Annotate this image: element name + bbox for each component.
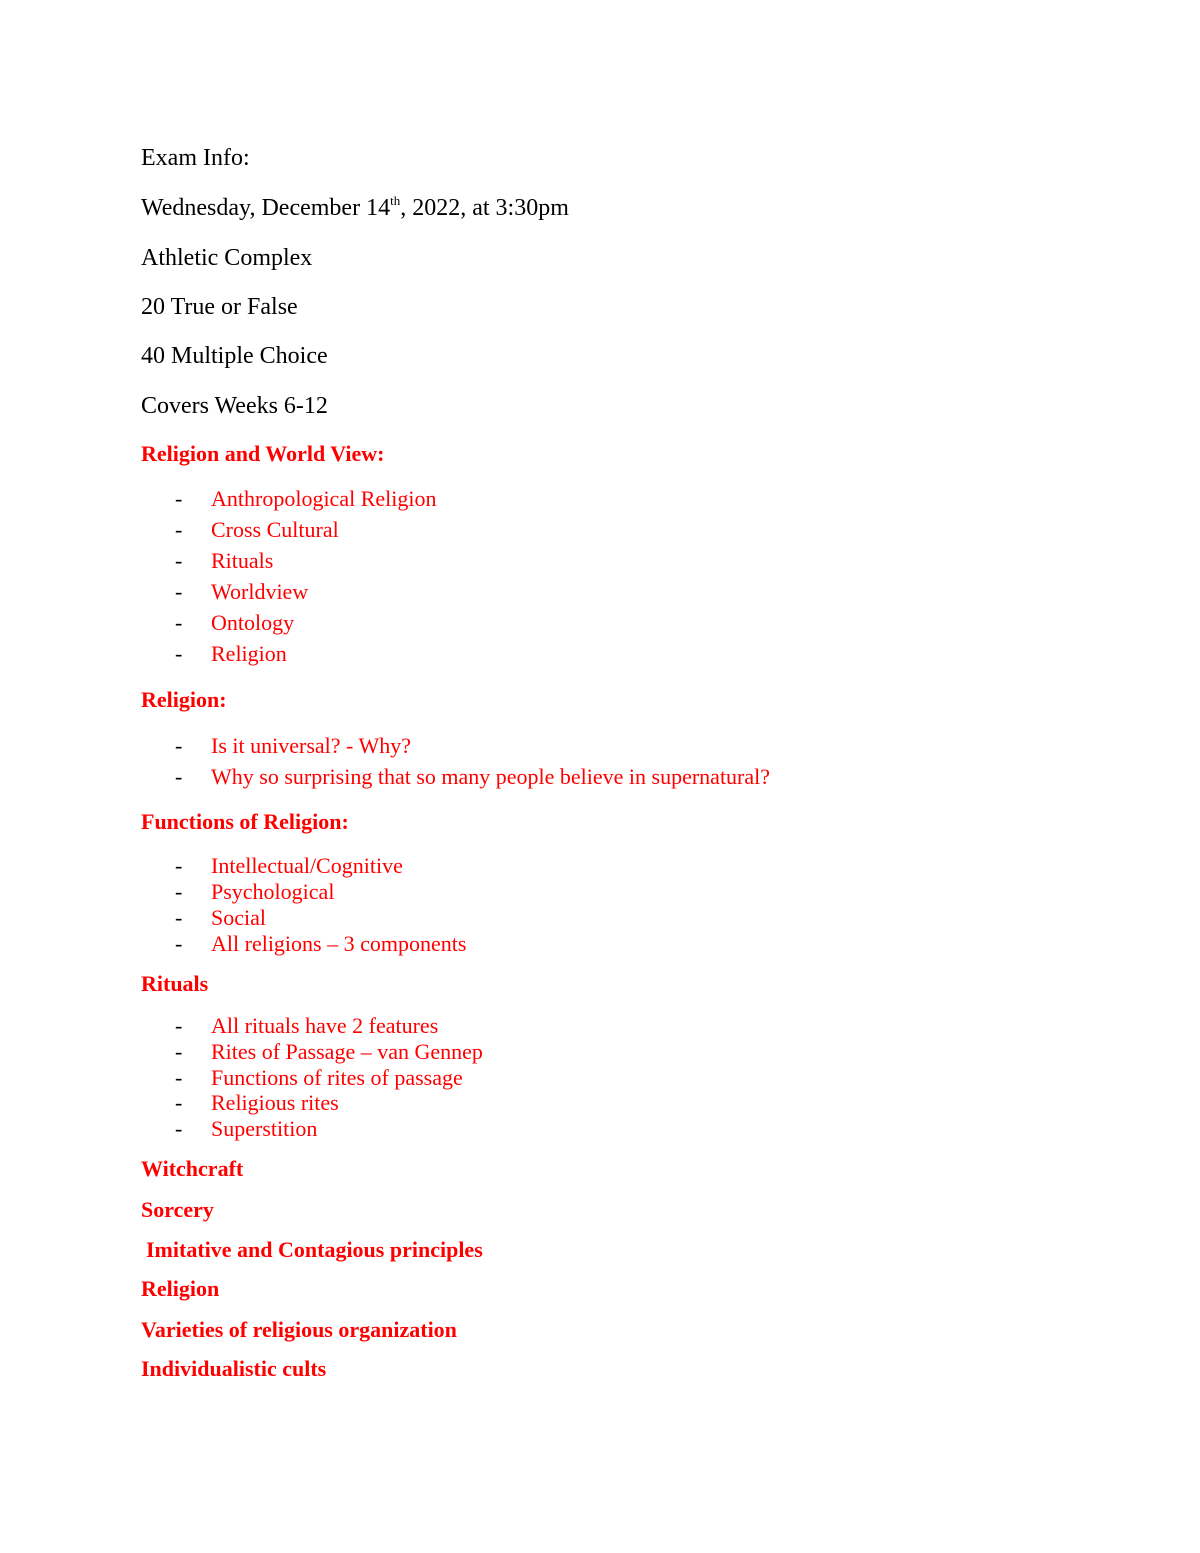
bullet-dash: - <box>175 905 183 930</box>
bullet-dash: - <box>175 1039 183 1064</box>
bullet-dash: - <box>175 1090 183 1115</box>
section-heading-religion: Religion: <box>141 687 227 712</box>
exam-coverage: Covers Weeks 6-12 <box>141 393 328 419</box>
bullet-dash: - <box>175 517 183 542</box>
exam-date-ordinal: th <box>390 193 401 208</box>
heading-sorcery: Sorcery <box>141 1197 214 1222</box>
bullet-dash: - <box>175 733 183 758</box>
section-heading-functions: Functions of Religion: <box>141 809 349 834</box>
exam-multiple-choice: 40 Multiple Choice <box>141 343 328 369</box>
bullet-dash: - <box>175 931 183 956</box>
document-page: Exam Info: Wednesday, December 14th, 2022, at 3:30pm Athletic Complex 20 True or False 40 Multiple Choice Covers Weeks 6-12 Religion and World View: - Anthropological Religion - Cross Cultural - Rituals - Worldview - Ontology - Religion Religion: - Is it universal? - Why? - Why so surprising that so many people believe in supernatural? Functions of Religion: - Intellectual/Cognitive - Psychological - Social - All religions – 3 components Rituals - All rituals have 2 features - Rites of Passage – van Gennep - Functions of rites of passage - Religious rites - Superstition Witchcraft Sorcery Imitative and Contagious principles Religion Varieties of religious organization Individualistic cults <box>0 0 1200 1553</box>
exam-info-title: Exam Info: <box>141 145 250 171</box>
exam-true-false: 20 True or False <box>141 294 298 320</box>
bullet-dash: - <box>175 579 183 604</box>
bullet-dash: - <box>175 548 183 573</box>
bullet-dash: - <box>175 853 183 878</box>
heading-varieties-organization: Varieties of religious organization <box>141 1317 457 1342</box>
bullet-dash: - <box>175 610 183 635</box>
bullet-dash: - <box>175 764 183 789</box>
bullet-dash: - <box>175 1116 183 1141</box>
bullet-dash: - <box>175 1065 183 1090</box>
heading-witchcraft: Witchcraft <box>141 1156 244 1181</box>
heading-religion: Religion <box>141 1276 220 1301</box>
bullet-dash: - <box>175 879 183 904</box>
exam-location: Athletic Complex <box>141 245 313 271</box>
section-heading-rituals: Rituals <box>141 971 209 996</box>
heading-imitative-contagious: Imitative and Contagious principles <box>146 1237 483 1262</box>
section-heading-worldview: Religion and World View: <box>141 441 385 466</box>
bullet-dash: - <box>175 641 183 666</box>
heading-individualistic-cults: Individualistic cults <box>141 1356 327 1381</box>
bullet-dash: - <box>175 1013 183 1038</box>
exam-date-rest: , 2022, at 3:30pm <box>400 195 569 221</box>
exam-date-prefix: Wednesday, December 14 <box>141 195 391 221</box>
bullet-dash: - <box>175 486 183 511</box>
exam-date <box>141 193 569 223</box>
